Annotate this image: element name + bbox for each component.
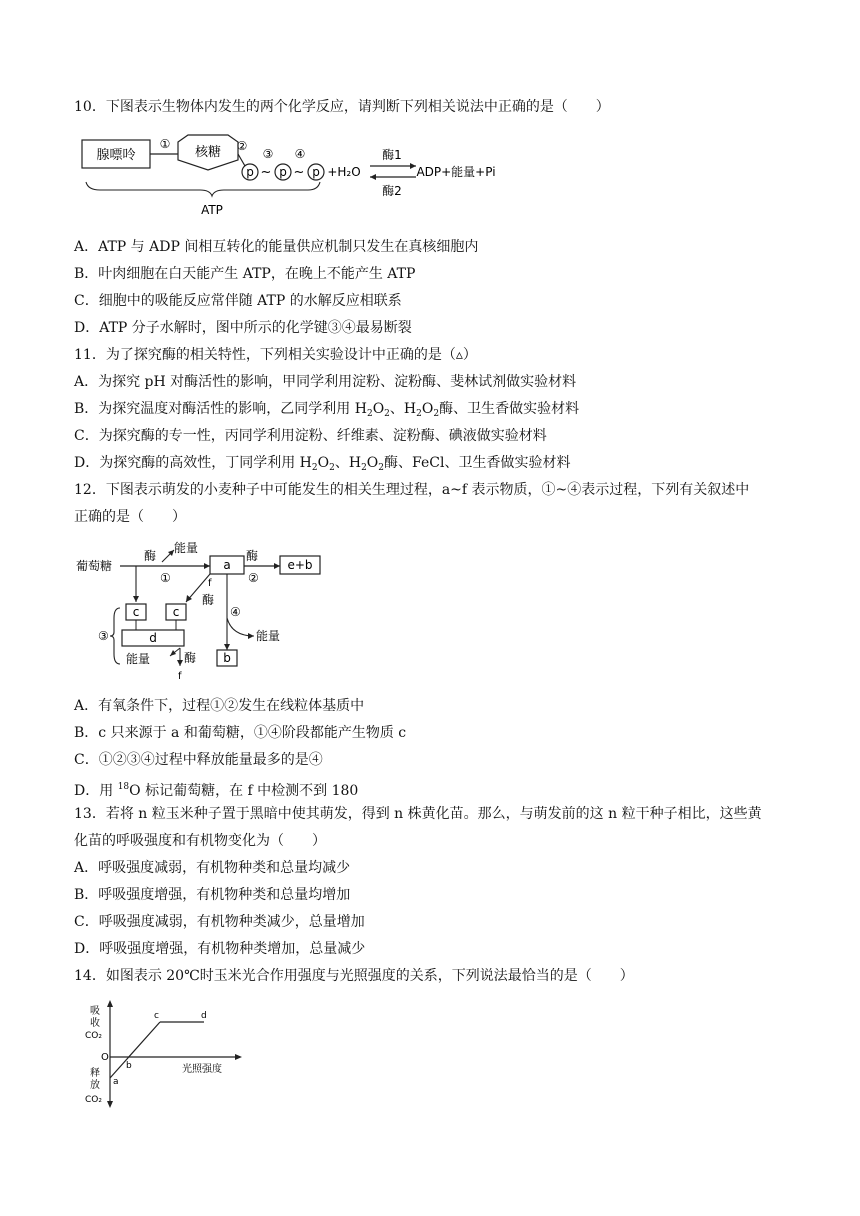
respiration-flow-diagram (74, 538, 324, 683)
svg-text:④: ④ (294, 147, 306, 161)
q10-option-a: A．ATP 与 ADP 间相互转化的能量供应机制只发生在真核细胞内 (74, 239, 479, 255)
q12-stem-line2: 正确的是（ ） (74, 509, 186, 525)
ribose-label: 核糖 (194, 145, 222, 160)
svg-text:收: 收 (90, 1018, 100, 1029)
atp-brace (86, 182, 320, 196)
svg-text:酶: 酶 (202, 593, 215, 607)
atp-structure-diagram (80, 132, 510, 222)
q10-stem: 10．下图表示生物体内发生的两个化学反应，请判断下列相关说法中正确的是（ ） (74, 99, 610, 115)
q10-option-b: B．叶肉细胞在白天能产生 ATP，在晚上不能产生 ATP (74, 266, 416, 282)
svg-text:放: 放 (90, 1080, 100, 1091)
q14-stem: 14．如图表示 20℃时玉米光合作用强度与光照强度的关系，下列说法最恰当的是（ ） (74, 968, 634, 984)
svg-text:①: ① (160, 571, 171, 585)
q11-option-a: A．为探究 pH 对酶活性的影响，甲同学利用淀粉、淀粉酶、斐林试剂做实验材料 (74, 374, 577, 390)
q12-option-d: D．用 $^{18}$O 标记葡萄糖，在 f 中检测不到 180 (74, 782, 359, 799)
svg-text:c: c (154, 1011, 159, 1021)
svg-text:O: O (101, 1052, 109, 1063)
svg-text:能量: 能量 (174, 541, 199, 555)
q13-stem-line1: 13．若将 n 粒玉米种子置于黑暗中使其萌发，得到 n 株黄化苗。那么，与萌发前的这 n 粒干种子相比，这些黄 (74, 806, 762, 822)
photosynthesis-light-graph (80, 998, 250, 1110)
svg-text:+H₂O: +H₂O (327, 165, 361, 179)
svg-text:p: p (279, 165, 287, 179)
q11-option-b: B．为探究温度对酶活性的影响，乙同学利用 $H_2O_2$、$H_2O_2$酶、卫生香做实验材料 (74, 401, 580, 419)
q11-option-c: C．为探究酶的专一性，丙同学利用淀粉、纤维素、淀粉酶、碘液做实验材料 (74, 428, 547, 444)
q13-stem-line2: 化苗的呼吸强度和有机物变化为（ ） (74, 833, 326, 849)
q12-option-a: A．有氧条件下，过程①②发生在线粒体基质中 (74, 698, 365, 714)
svg-text:③: ③ (98, 629, 109, 643)
svg-text:d: d (149, 631, 157, 645)
q10-option-d: D．ATP 分子水解时，图中所示的化学键③④最易断裂 (74, 320, 412, 336)
adenine-label: 腺嘌呤 (96, 148, 136, 163)
svg-text:③: ③ (262, 147, 274, 161)
q12-option-c: C．①②③④过程中释放能量最多的是④ (74, 752, 323, 768)
svg-text:酶1: 酶1 (382, 148, 402, 162)
svg-text:b: b (126, 1061, 132, 1071)
q11-stem: 11．为了探究酶的相关特性，下列相关实验设计中正确的是（▵） (74, 347, 477, 363)
svg-text:①: ① (159, 137, 171, 151)
svg-text:~: ~ (260, 165, 272, 180)
q12-option-b: B．c 只来源于 a 和葡萄糖，①④阶段都能产生物质 c (74, 725, 407, 741)
svg-text:e+b: e+b (287, 558, 313, 572)
q13-option-c: C．呼吸强度减弱，有机物种类减少，总量增加 (74, 914, 365, 930)
svg-text:~: ~ (293, 165, 305, 180)
svg-text:p: p (312, 165, 320, 179)
svg-text:酶: 酶 (144, 549, 157, 563)
svg-text:能量: 能量 (256, 629, 281, 643)
svg-text:f: f (178, 671, 182, 682)
svg-text:ADP+能量+Pi: ADP+能量+Pi (416, 165, 496, 179)
svg-text:a: a (223, 558, 231, 572)
q13-option-b: B．呼吸强度增强，有机物种类和总量均增加 (74, 887, 351, 903)
svg-text:CO₂: CO₂ (85, 1031, 102, 1041)
q11-option-d: D．为探究酶的高效性，丁同学利用 $H_2O_2$、$H_2O_2$酶、FeCl、卫生香做实验材料 (74, 455, 571, 473)
svg-text:c: c (132, 605, 140, 619)
svg-text:酶2: 酶2 (382, 184, 402, 198)
q13-option-d: D．呼吸强度增强，有机物种类增加，总量减少 (74, 941, 366, 957)
svg-text:c: c (172, 605, 180, 619)
svg-text:CO₂: CO₂ (85, 1095, 102, 1105)
svg-text:d: d (201, 1011, 207, 1021)
svg-text:a: a (113, 1077, 119, 1087)
atp-label: ATP (201, 203, 223, 217)
svg-text:吸: 吸 (90, 1006, 100, 1017)
q10-option-c: C．细胞中的吸能反应常伴随 ATP 的水解反应相联系 (74, 293, 402, 309)
svg-text:f: f (208, 578, 212, 589)
svg-text:酶: 酶 (246, 549, 259, 563)
svg-text:酶: 酶 (184, 651, 197, 665)
svg-text:能量: 能量 (126, 652, 151, 666)
curve-rise (110, 1022, 160, 1078)
q13-option-a: A．呼吸强度减弱，有机物种类和总量均减少 (74, 860, 351, 876)
svg-text:②: ② (236, 139, 248, 153)
q12-stem-line1: 12．下图表示萌发的小麦种子中可能发生的相关生理过程，a~f 表示物质，①~④表示过程，下列有关叙述中 (74, 482, 750, 498)
svg-text:b: b (223, 651, 231, 665)
svg-text:释: 释 (90, 1068, 100, 1079)
svg-text:葡萄糖: 葡萄糖 (76, 559, 113, 573)
svg-text:②: ② (248, 571, 259, 585)
svg-text:光照强度: 光照强度 (182, 1064, 222, 1075)
svg-text:p: p (246, 165, 254, 179)
svg-text:④: ④ (230, 605, 241, 619)
